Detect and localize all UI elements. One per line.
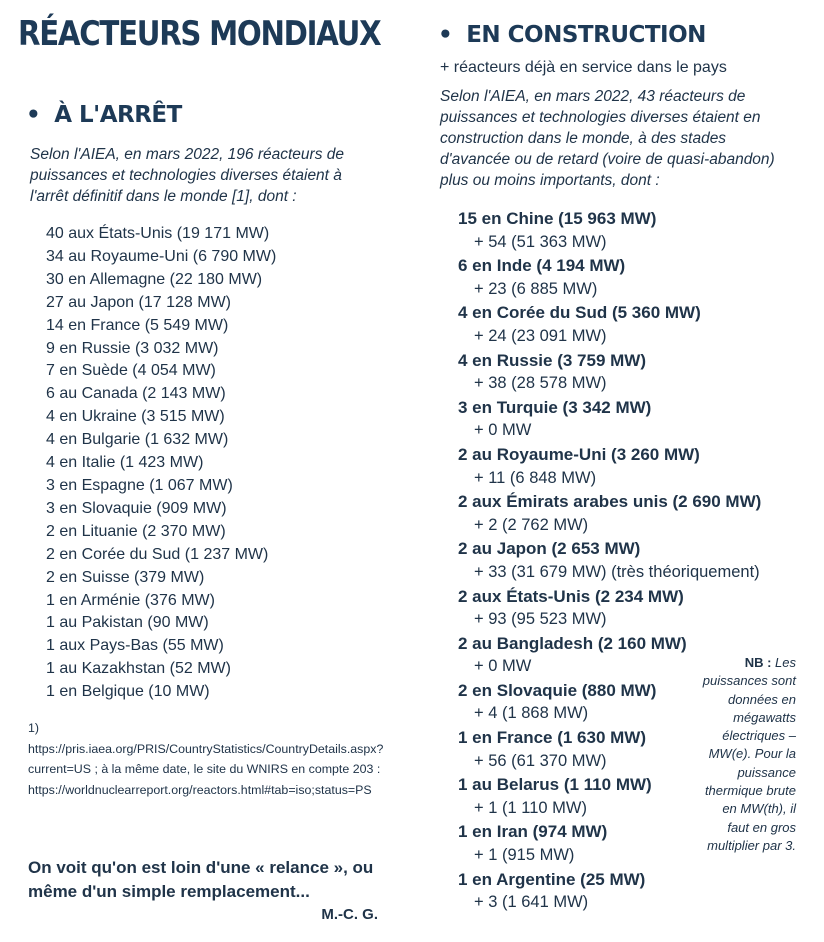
construction-item-sub: + 24 (23 091 MW) bbox=[474, 326, 607, 345]
arret-list-item: 30 en Allemagne (22 180 MW) bbox=[46, 270, 263, 288]
construction-item-main: 15 en Chine (15 963 MW) bbox=[458, 209, 657, 228]
construction-item-sub: + 23 (6 885 MW) bbox=[474, 279, 598, 298]
bullet-icon: • bbox=[438, 22, 453, 48]
arret-list-item: 3 en Espagne (1 067 MW) bbox=[46, 476, 233, 494]
construction-item-sub: + 11 (6 848 MW) bbox=[474, 468, 597, 487]
construction-item-main: 2 aux États-Unis (2 234 MW) bbox=[458, 586, 684, 606]
construction-item-main: 2 au Royaume-Uni (3 260 MW) bbox=[458, 444, 700, 464]
construction-item-main: 2 aux Émirats arabes unis (2 690 MW) bbox=[458, 492, 762, 512]
arret-list-item: 2 en Suisse (379 MW) bbox=[46, 568, 205, 586]
construction-item-main: 2 en Slovaquie (880 MW) bbox=[458, 680, 657, 700]
section-heading-arret bbox=[26, 102, 398, 128]
bullet-icon: • bbox=[26, 102, 41, 128]
construction-item-main: 4 en Corée du Sud (5 360 MW) bbox=[458, 303, 701, 323]
construction-item-sub: + 56 (61 370 MW) bbox=[474, 751, 607, 770]
page-title: RÉACTEURS MONDIAUX bbox=[18, 14, 381, 54]
arret-list-item: 6 au Canada (2 143 MW) bbox=[46, 385, 226, 403]
arret-list-item: 27 au Japon (17 128 MW) bbox=[46, 293, 231, 311]
construction-item-sub: + 1 (915 MW) bbox=[474, 846, 575, 865]
left-column bbox=[18, 14, 398, 923]
arret-list-item: 1 aux Pays-Bas (55 MW) bbox=[46, 637, 224, 655]
construction-list-item bbox=[458, 301, 818, 348]
arret-list-item: 2 en Corée du Sud (1 237 MW) bbox=[46, 545, 269, 563]
arret-list-item: 3 en Slovaquie (909 MW) bbox=[46, 499, 227, 517]
construction-item-main: 1 en Argentine (25 MW) bbox=[458, 869, 646, 889]
construction-list-item bbox=[458, 490, 818, 537]
construction-item-sub: + 2 (2 762 MW) bbox=[474, 515, 589, 534]
arret-intro: Selon l'AIEA, en mars 2022, 196 réacteurs de puissances et technologies diverses étaient à l'arrêt définitif dans le monde [1], dont : bbox=[30, 146, 345, 205]
arret-list-item: 4 en Italie (1 423 MW) bbox=[46, 454, 204, 472]
construction-item-main: 3 en Turquie (3 342 MW) bbox=[458, 397, 652, 417]
arret-list-item: 1 au Pakistan (90 MW) bbox=[46, 614, 209, 632]
construction-item-main: 4 en Russie (3 759 MW) bbox=[458, 350, 647, 370]
arret-list-item: 1 en Arménie (376 MW) bbox=[46, 591, 215, 609]
construction-list-item bbox=[458, 349, 818, 396]
construction-list-item bbox=[458, 207, 818, 254]
section-heading-construction-label: EN CONSTRUCTION bbox=[466, 22, 706, 48]
construction-list-item bbox=[458, 396, 818, 443]
construction-item-sub: + 1 (1 110 MW) bbox=[474, 798, 587, 817]
construction-subtitle: + réacteurs déjà en service dans le pays bbox=[440, 59, 727, 76]
arret-list-item: 9 en Russie (3 032 MW) bbox=[46, 339, 219, 357]
construction-item-main: 2 au Bangladesh (2 160 MW) bbox=[458, 633, 687, 653]
arret-list bbox=[46, 223, 398, 704]
signature: M.-C. G. bbox=[321, 906, 378, 924]
section-heading-arret-label: À L'ARRÊT bbox=[54, 102, 182, 128]
construction-list-item bbox=[458, 254, 818, 301]
arret-list-item: 40 aux États-Unis (19 171 MW) bbox=[46, 225, 270, 242]
construction-item-main: 2 au Japon (2 653 MW) bbox=[458, 539, 641, 559]
construction-item-sub: + 3 (1 641 MW) bbox=[474, 893, 589, 912]
conclusion: On voit qu'on est loin d'une « relance », ou même d'un simple remplacement... bbox=[28, 858, 374, 902]
nb-note bbox=[700, 654, 796, 855]
construction-item-sub: + 38 (28 578 MW) bbox=[474, 374, 607, 393]
arret-list-item: 34 au Royaume-Uni (6 790 MW) bbox=[46, 247, 277, 265]
section-heading-construction bbox=[438, 22, 818, 48]
construction-item-sub: + 0 MW bbox=[474, 421, 532, 440]
arret-list-item: 4 en Ukraine (3 515 MW) bbox=[46, 408, 225, 426]
footnote: 1) https://pris.iaea.org/PRIS/CountryStatistics/CountryDetails.aspx?current=US ; à la même date, le site du WNIRS en compte 203 : https://worldnuclearreport.org/reactors.html#tab=iso;status=PS bbox=[28, 721, 384, 797]
construction-item-main: 1 en Iran (974 MW) bbox=[458, 822, 608, 842]
construction-item-main: 6 en Inde (4 194 MW) bbox=[458, 256, 626, 276]
construction-item-sub: + 4 (1 868 MW) bbox=[474, 704, 589, 723]
construction-item-sub: + 0 MW bbox=[474, 657, 532, 676]
arret-list-item: 1 en Belgique (10 MW) bbox=[46, 683, 210, 701]
construction-item-sub: + 33 (31 679 MW) (très théoriquement) bbox=[474, 562, 760, 581]
construction-item-main: 1 au Belarus (1 110 MW) bbox=[458, 775, 652, 795]
arret-list-item: 2 en Lituanie (2 370 MW) bbox=[46, 522, 226, 540]
construction-list-item bbox=[458, 585, 818, 632]
construction-item-sub: + 54 (51 363 MW) bbox=[474, 232, 607, 251]
construction-list-item bbox=[458, 868, 818, 915]
arret-list-item: 4 en Bulgarie (1 632 MW) bbox=[46, 431, 229, 449]
nb-text: Les puissances sont données en mégawatts électriques – MW(e). Pour la puissance thermique brute en MW(th), il faut en gros multiplier par 3. bbox=[702, 655, 796, 853]
nb-label: NB : bbox=[744, 655, 772, 670]
construction-list-item bbox=[458, 537, 818, 584]
arret-list-item: 14 en France (5 549 MW) bbox=[46, 316, 229, 334]
construction-item-sub: + 93 (95 523 MW) bbox=[474, 610, 607, 629]
arret-list-item: 1 au Kazakhstan (52 MW) bbox=[46, 660, 231, 678]
construction-intro: Selon l'AIEA, en mars 2022, 43 réacteurs de puissances et technologies diverses étaient en construction dans le monde, à des stades d'avancée ou de retard (voire de quasi-abandon) plus ou moins importants, dont : bbox=[440, 88, 775, 189]
arret-list-item: 7 en Suède (4 054 MW) bbox=[46, 362, 216, 380]
construction-item-main: 1 en France (1 630 MW) bbox=[458, 728, 647, 748]
construction-list-item bbox=[458, 443, 818, 490]
